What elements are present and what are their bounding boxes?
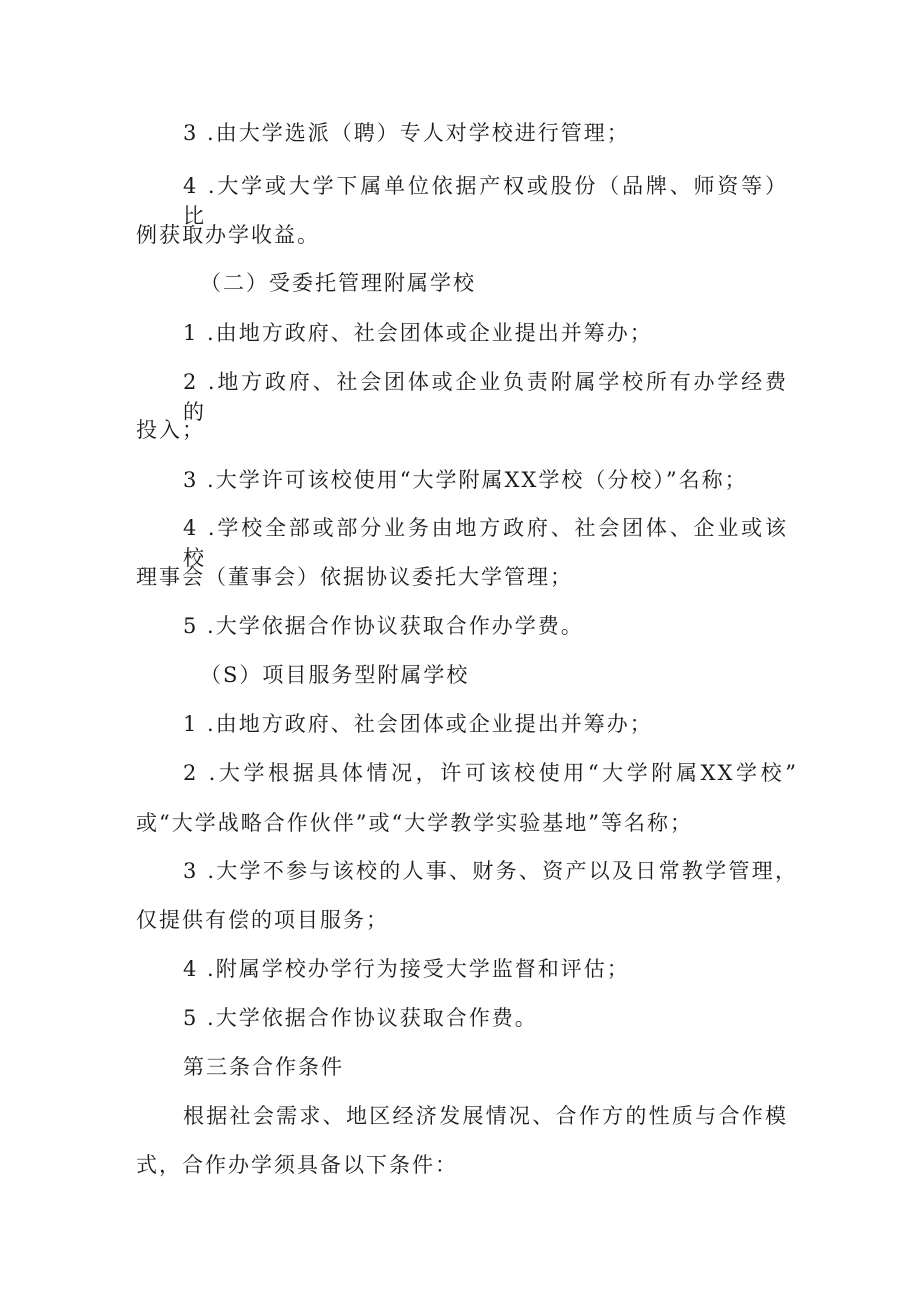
article-3-heading: 第三条合作条件 bbox=[183, 1055, 344, 1079]
entrusted-item-5: 5 .大学依据合作协议获取合作办学费。 bbox=[183, 614, 584, 638]
item-4-revenue-first-line: 4 .大学或大学下属单位依据产权或股份（品牌、师资等）比 bbox=[183, 174, 788, 228]
service-item-4: 4 .附属学校办学行为接受大学监督和评估； bbox=[183, 957, 630, 981]
entrusted-item-4-continuation: 理事会（董事会）依据协议委托大学管理； bbox=[136, 565, 573, 589]
section-heading-project-service: （S）项目服务型附属学校 bbox=[200, 663, 470, 687]
item-4-revenue-continuation: 例获取办学收益。 bbox=[136, 223, 320, 247]
service-item-3-first-line: 3 .大学不参与该校的人事、财务、资产以及日常教学管理， bbox=[183, 859, 798, 883]
entrusted-item-2-continuation: 投入； bbox=[136, 418, 205, 442]
article-3-body-continuation: 式，合作办学须具备以下条件： bbox=[136, 1153, 458, 1177]
item-3-selection: 3 .由大学选派（聘）专人对学校进行管理； bbox=[183, 121, 630, 145]
service-item-5: 5 .大学依据合作协议获取合作费。 bbox=[183, 1006, 538, 1030]
service-item-3-continuation: 仅提供有偿的项目服务； bbox=[136, 908, 389, 932]
entrusted-item-3: 3 .大学许可该校使用“大学附属XX学校（分校）”名称； bbox=[183, 468, 748, 492]
entrusted-item-1: 1 .由地方政府、社会团体或企业提出并筹办； bbox=[183, 321, 653, 345]
service-item-1: 1 .由地方政府、社会团体或企业提出并筹办； bbox=[183, 712, 653, 736]
service-item-2-continuation: 或“大学战略合作伙伴”或“大学教学实验基地”等名称； bbox=[136, 811, 693, 835]
entrusted-item-2-first-line: 2 .地方政府、社会团体或企业负责附属学校所有办学经费的 bbox=[183, 370, 788, 424]
section-heading-entrusted: （二）受委托管理附属学校 bbox=[200, 271, 476, 295]
service-item-2-first-line: 2 .大学根据具体情况，许可该校使用“大学附属XX学校” bbox=[183, 761, 798, 785]
article-3-body-first-line: 根据社会需求、地区经济发展情况、合作方的性质与合作模 bbox=[183, 1104, 788, 1128]
entrusted-item-4-first-line: 4 .学校全部或部分业务由地方政府、社会团体、企业或该校 bbox=[183, 516, 788, 570]
